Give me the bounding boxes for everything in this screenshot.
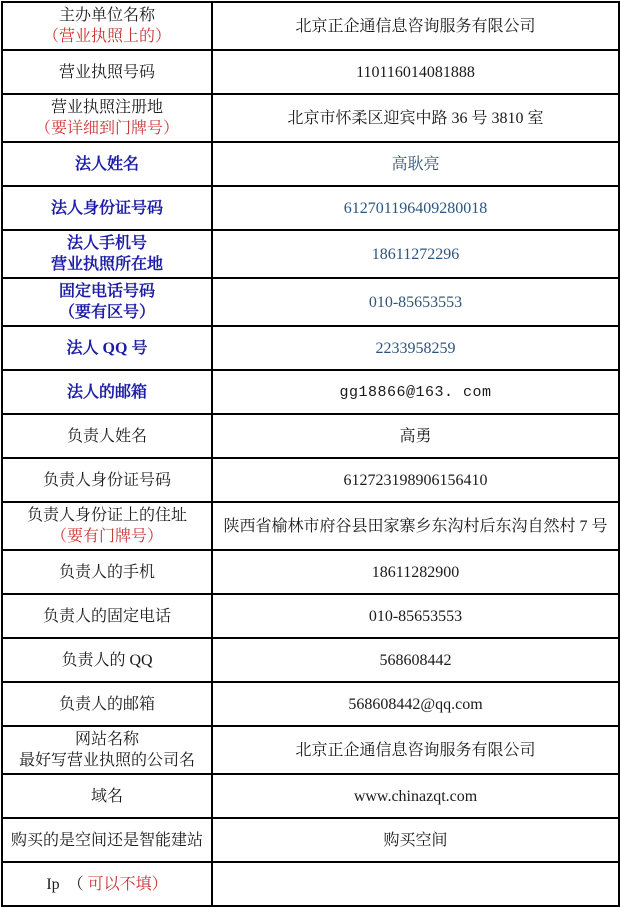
field-label-cell xyxy=(2,682,212,726)
field-label-line xyxy=(7,5,207,26)
field-value-cell xyxy=(212,278,619,326)
table-row xyxy=(2,502,619,550)
field-label-text: 负责人身份证号码 xyxy=(42,471,171,489)
field-value-text: 110116014081888 xyxy=(356,63,475,81)
field-value-cell xyxy=(212,726,619,774)
field-value-cell xyxy=(212,638,619,682)
field-label-line xyxy=(7,338,207,359)
field-label-line xyxy=(7,830,207,851)
table-row xyxy=(2,278,619,326)
field-label-cell xyxy=(2,230,212,278)
field-value-text: 612723198906156410 xyxy=(343,471,488,489)
field-label-line xyxy=(7,62,207,83)
field-value-cell xyxy=(212,370,619,414)
field-label-line xyxy=(7,198,207,219)
field-value-text: 568608442@qq.com xyxy=(348,695,483,713)
field-label-cell xyxy=(2,862,212,906)
field-label-text: 负责人的 QQ xyxy=(61,651,153,669)
field-label-line xyxy=(7,786,207,807)
field-label-line xyxy=(7,281,207,302)
field-label-line xyxy=(7,26,207,47)
field-label-text: 负责人姓名 xyxy=(66,427,147,445)
field-label-line xyxy=(7,729,207,750)
field-label-cell xyxy=(2,414,212,458)
field-label-cell xyxy=(2,278,212,326)
field-label-line xyxy=(7,118,207,139)
table-row xyxy=(2,370,619,414)
field-label-text: （营业执照上的） xyxy=(42,28,171,45)
field-label-cell xyxy=(2,370,212,414)
field-label-text: 法人手机号 xyxy=(66,235,147,252)
field-label-cell xyxy=(2,550,212,594)
field-label-text: 营业执照所在地 xyxy=(50,256,163,273)
field-label-cell xyxy=(2,726,212,774)
field-label-cell xyxy=(2,94,212,142)
field-value-text: 高勇 xyxy=(399,427,432,445)
table-row xyxy=(2,682,619,726)
field-label-line xyxy=(7,606,207,627)
table-row xyxy=(2,550,619,594)
field-label-text: 负责人身份证上的住址 xyxy=(26,507,187,524)
table-row xyxy=(2,2,619,50)
field-label-text: 主办单位名称 xyxy=(58,7,155,24)
field-value-text: 18611282900 xyxy=(371,563,460,581)
field-label-text: 营业执照号码 xyxy=(58,63,155,81)
field-label-line xyxy=(7,426,207,447)
table-row xyxy=(2,326,619,370)
field-label-line xyxy=(7,562,207,583)
table-row xyxy=(2,726,619,774)
field-value-cell xyxy=(212,550,619,594)
field-label-text: 法人的邮箱 xyxy=(66,383,147,401)
table-row xyxy=(2,186,619,230)
field-label-line xyxy=(7,233,207,254)
field-label-text: 营业执照注册地 xyxy=(50,99,163,116)
field-value-text: www.chinazqt.com xyxy=(353,787,478,805)
field-value-cell xyxy=(212,186,619,230)
field-value-cell xyxy=(212,458,619,502)
field-value-cell xyxy=(212,230,619,278)
table-row xyxy=(2,638,619,682)
field-label-text: 购买的是空间还是智能建站 xyxy=(10,831,203,849)
table-row xyxy=(2,818,619,862)
field-label-text: 法人身份证号码 xyxy=(50,199,163,217)
field-label-line xyxy=(7,750,207,771)
field-value-text: 购买空间 xyxy=(383,831,448,849)
field-value-text: 010-85653553 xyxy=(368,293,463,311)
field-value-text: 612701196409280018 xyxy=(343,199,488,217)
field-label-text: 负责人的手机 xyxy=(58,563,155,581)
field-label-cell xyxy=(2,818,212,862)
field-label-line xyxy=(7,874,207,895)
table-row xyxy=(2,458,619,502)
field-label-line xyxy=(7,526,207,547)
field-label-cell xyxy=(2,326,212,370)
table-row xyxy=(2,774,619,818)
table-row xyxy=(2,862,619,906)
field-label-text: 最好写营业执照的公司名 xyxy=(18,752,195,769)
field-value-cell xyxy=(212,50,619,94)
field-value-text: 陕西省榆林市府谷县田家寨乡东沟村后东沟自然村 7 号 xyxy=(223,517,608,535)
form-table-body xyxy=(2,2,619,906)
field-label-cell xyxy=(2,142,212,186)
field-value-text: 010-85653553 xyxy=(368,607,463,625)
field-value-cell xyxy=(212,862,619,906)
field-label-line xyxy=(7,302,207,323)
field-label-line xyxy=(7,154,207,175)
table-row xyxy=(2,230,619,278)
table-row xyxy=(2,414,619,458)
field-value-text: 568608442 xyxy=(379,651,452,669)
field-label-text: （要详细到门牌号） xyxy=(34,120,179,137)
field-label-cell xyxy=(2,186,212,230)
field-label-cell xyxy=(2,458,212,502)
table-row xyxy=(2,142,619,186)
field-label-text: （要有区号） xyxy=(58,304,155,321)
field-label-text: 可以不填） xyxy=(87,875,168,893)
field-label-cell xyxy=(2,594,212,638)
field-label-text: 域名 xyxy=(90,787,123,805)
field-label-text: 负责人的固定电话 xyxy=(42,607,171,625)
field-value-text: 北京正企通信息咨询服务有限公司 xyxy=(295,17,536,35)
field-label-cell xyxy=(2,2,212,50)
field-label-line xyxy=(7,254,207,275)
table-row xyxy=(2,594,619,638)
field-label-text: Ip （ xyxy=(46,875,88,893)
field-value-cell xyxy=(212,818,619,862)
field-value-text: 18611272296 xyxy=(371,245,460,263)
field-label-text: 法人姓名 xyxy=(74,155,139,173)
field-value-cell xyxy=(212,2,619,50)
field-label-line xyxy=(7,650,207,671)
field-label-cell xyxy=(2,502,212,550)
field-value-text: gg18866@163. com xyxy=(339,384,492,401)
field-label-text: （要有门牌号） xyxy=(50,528,163,545)
field-label-line xyxy=(7,505,207,526)
field-label-line xyxy=(7,97,207,118)
table-row xyxy=(2,50,619,94)
field-value-cell xyxy=(212,94,619,142)
field-label-line xyxy=(7,382,207,403)
field-value-cell xyxy=(212,774,619,818)
field-label-cell xyxy=(2,774,212,818)
field-label-text: 网站名称 xyxy=(74,731,139,748)
field-label-text: 固定电话号码 xyxy=(58,283,155,300)
field-label-text: 法人 QQ 号 xyxy=(66,339,148,357)
field-value-cell xyxy=(212,326,619,370)
field-value-cell xyxy=(212,682,619,726)
registration-form-table xyxy=(1,1,620,907)
field-label-cell xyxy=(2,638,212,682)
field-value-text: 高耿亮 xyxy=(391,155,440,173)
field-value-cell xyxy=(212,594,619,638)
field-value-cell xyxy=(212,502,619,550)
table-row xyxy=(2,94,619,142)
field-value-cell xyxy=(212,414,619,458)
field-label-text: 负责人的邮箱 xyxy=(58,695,155,713)
field-label-cell xyxy=(2,50,212,94)
field-value-text: 北京市怀柔区迎宾中路 36 号 3810 室 xyxy=(287,109,544,127)
field-value-text: 2233958259 xyxy=(375,339,456,357)
field-label-line xyxy=(7,470,207,491)
field-label-line xyxy=(7,694,207,715)
field-value-cell xyxy=(212,142,619,186)
field-value-text: 北京正企通信息咨询服务有限公司 xyxy=(295,741,536,759)
